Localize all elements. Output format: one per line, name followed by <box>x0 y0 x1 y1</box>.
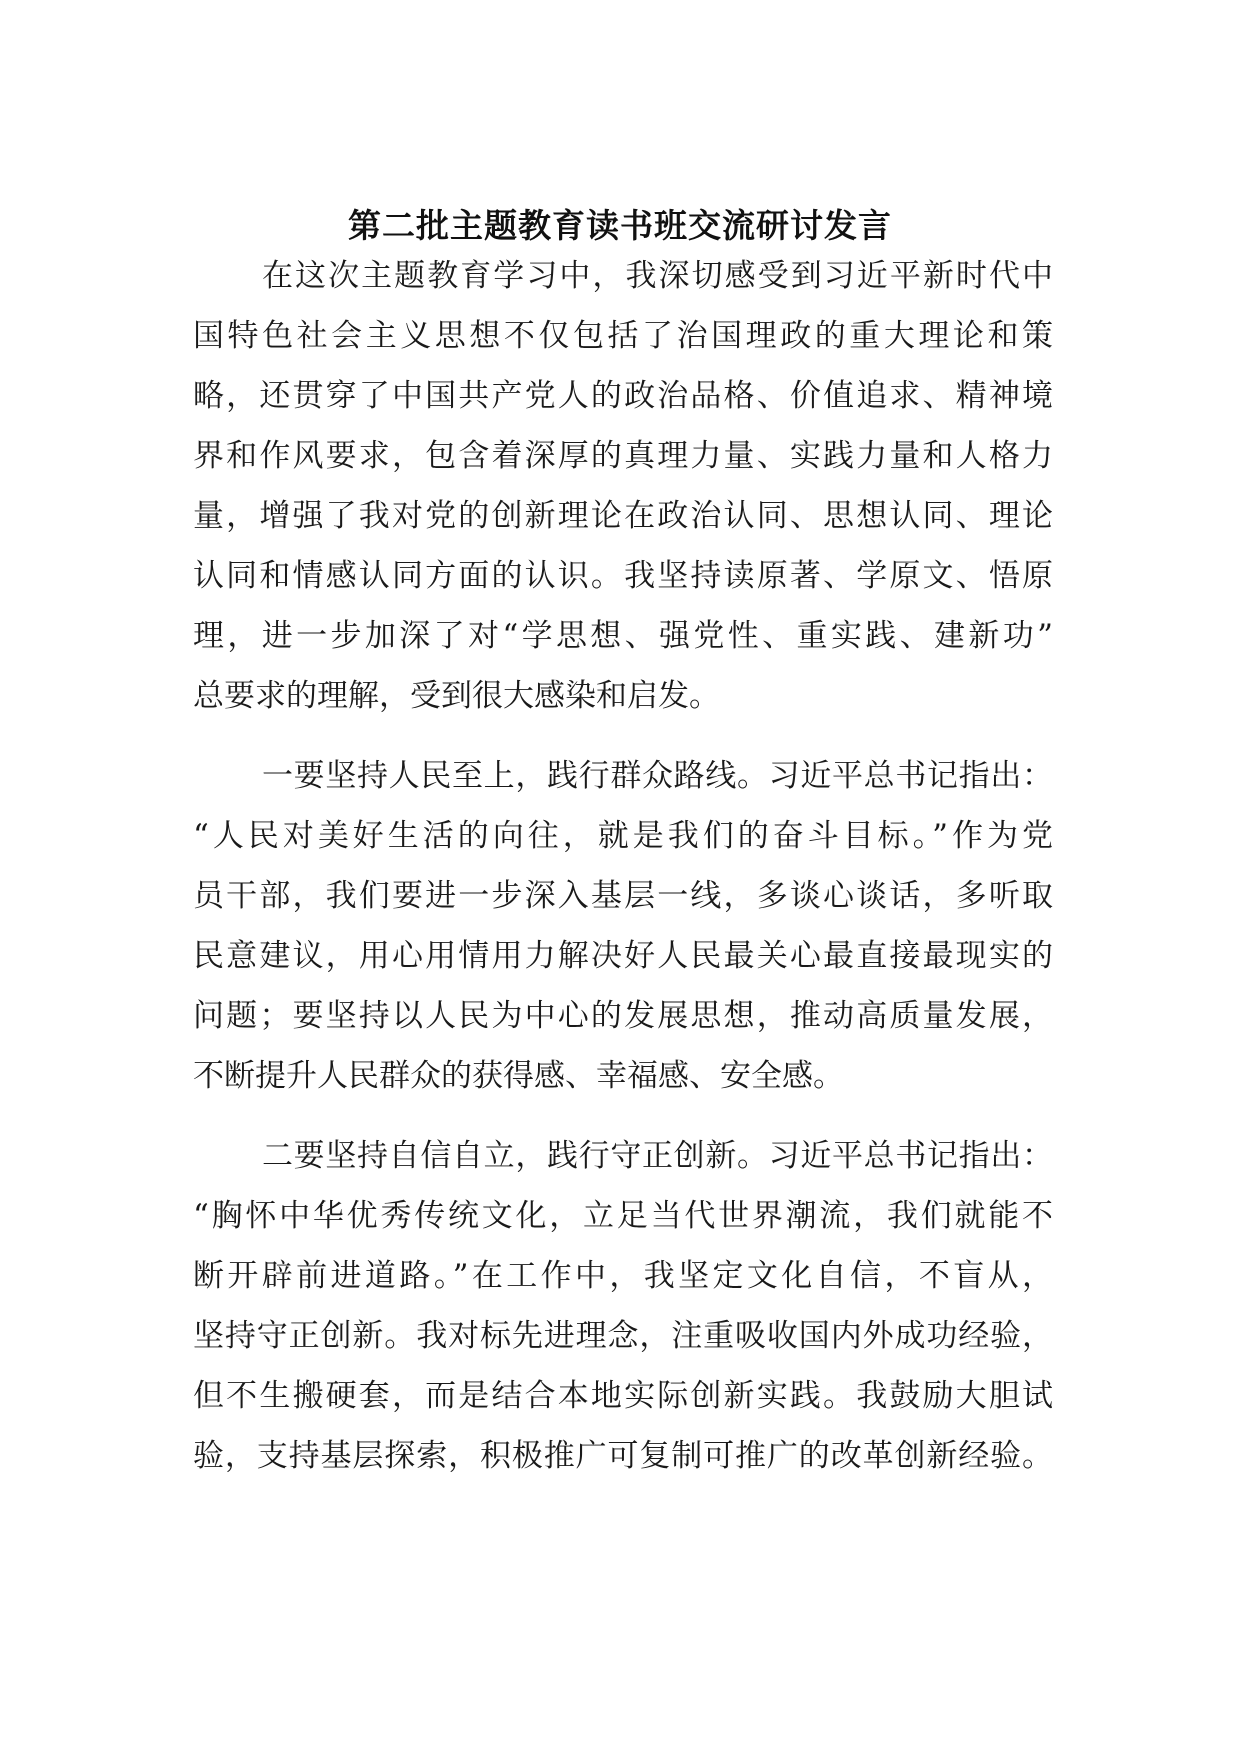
text-line: 断开辟前进道路。”在工作中，我坚定文化自信，不盲从， <box>193 1258 1053 1294</box>
text-line: “人民对美好生活的向往，就是我们的奋斗目标。”作为党 <box>193 818 1053 854</box>
text-line: 略，还贯穿了中国共产党人的政治品格、价值追求、精神境 <box>193 378 1053 414</box>
text-line: 理，进一步加深了对“学思想、强党性、重实践、建新功” <box>193 618 1053 654</box>
text-line: 坚持守正创新。我对标先进理念，注重吸收国内外成功经验， <box>193 1318 1053 1354</box>
text-line: 员干部，我们要进一步深入基层一线，多谈心谈话，多听取 <box>193 878 1053 914</box>
text-line: 量，增强了我对党的创新理论在政治认同、思想认同、理论 <box>193 498 1053 534</box>
text-line: 认同和情感认同方面的认识。我坚持读原著、学原文、悟原 <box>193 558 1053 594</box>
text-line: 不断提升人民群众的获得感、幸福感、安全感。 <box>193 1058 844 1094</box>
document-title: 第二批主题教育读书班交流研讨发言 <box>348 206 892 245</box>
text-line: “胸怀中华优秀传统文化，立足当代世界潮流，我们就能不 <box>193 1198 1053 1234</box>
text-line: 问题；要坚持以人民为中心的发展思想，推动高质量发展， <box>193 998 1053 1034</box>
text-line: 但不生搬硬套，而是结合本地实际创新实践。我鼓励大胆试 <box>193 1378 1053 1414</box>
text-line: 国特色社会主义思想不仅包括了治国理政的重大理论和策 <box>193 318 1053 354</box>
text-line: 一要坚持人民至上，践行群众路线。习近平总书记指出： <box>262 758 1053 794</box>
text-line: 民意建议，用心用情用力解决好人民最关心最直接最现实的 <box>193 938 1053 974</box>
text-line: 二要坚持自信自立，践行守正创新。习近平总书记指出： <box>262 1138 1053 1174</box>
text-line: 界和作风要求，包含着深厚的真理力量、实践力量和人格力 <box>193 438 1053 474</box>
text-line: 验，支持基层探索，积极推广可复制可推广的改革创新经验。 <box>193 1438 1053 1474</box>
text-line: 在这次主题教育学习中，我深切感受到习近平新时代中 <box>262 258 1053 294</box>
text-line: 总要求的理解，受到很大感染和启发。 <box>193 678 720 714</box>
